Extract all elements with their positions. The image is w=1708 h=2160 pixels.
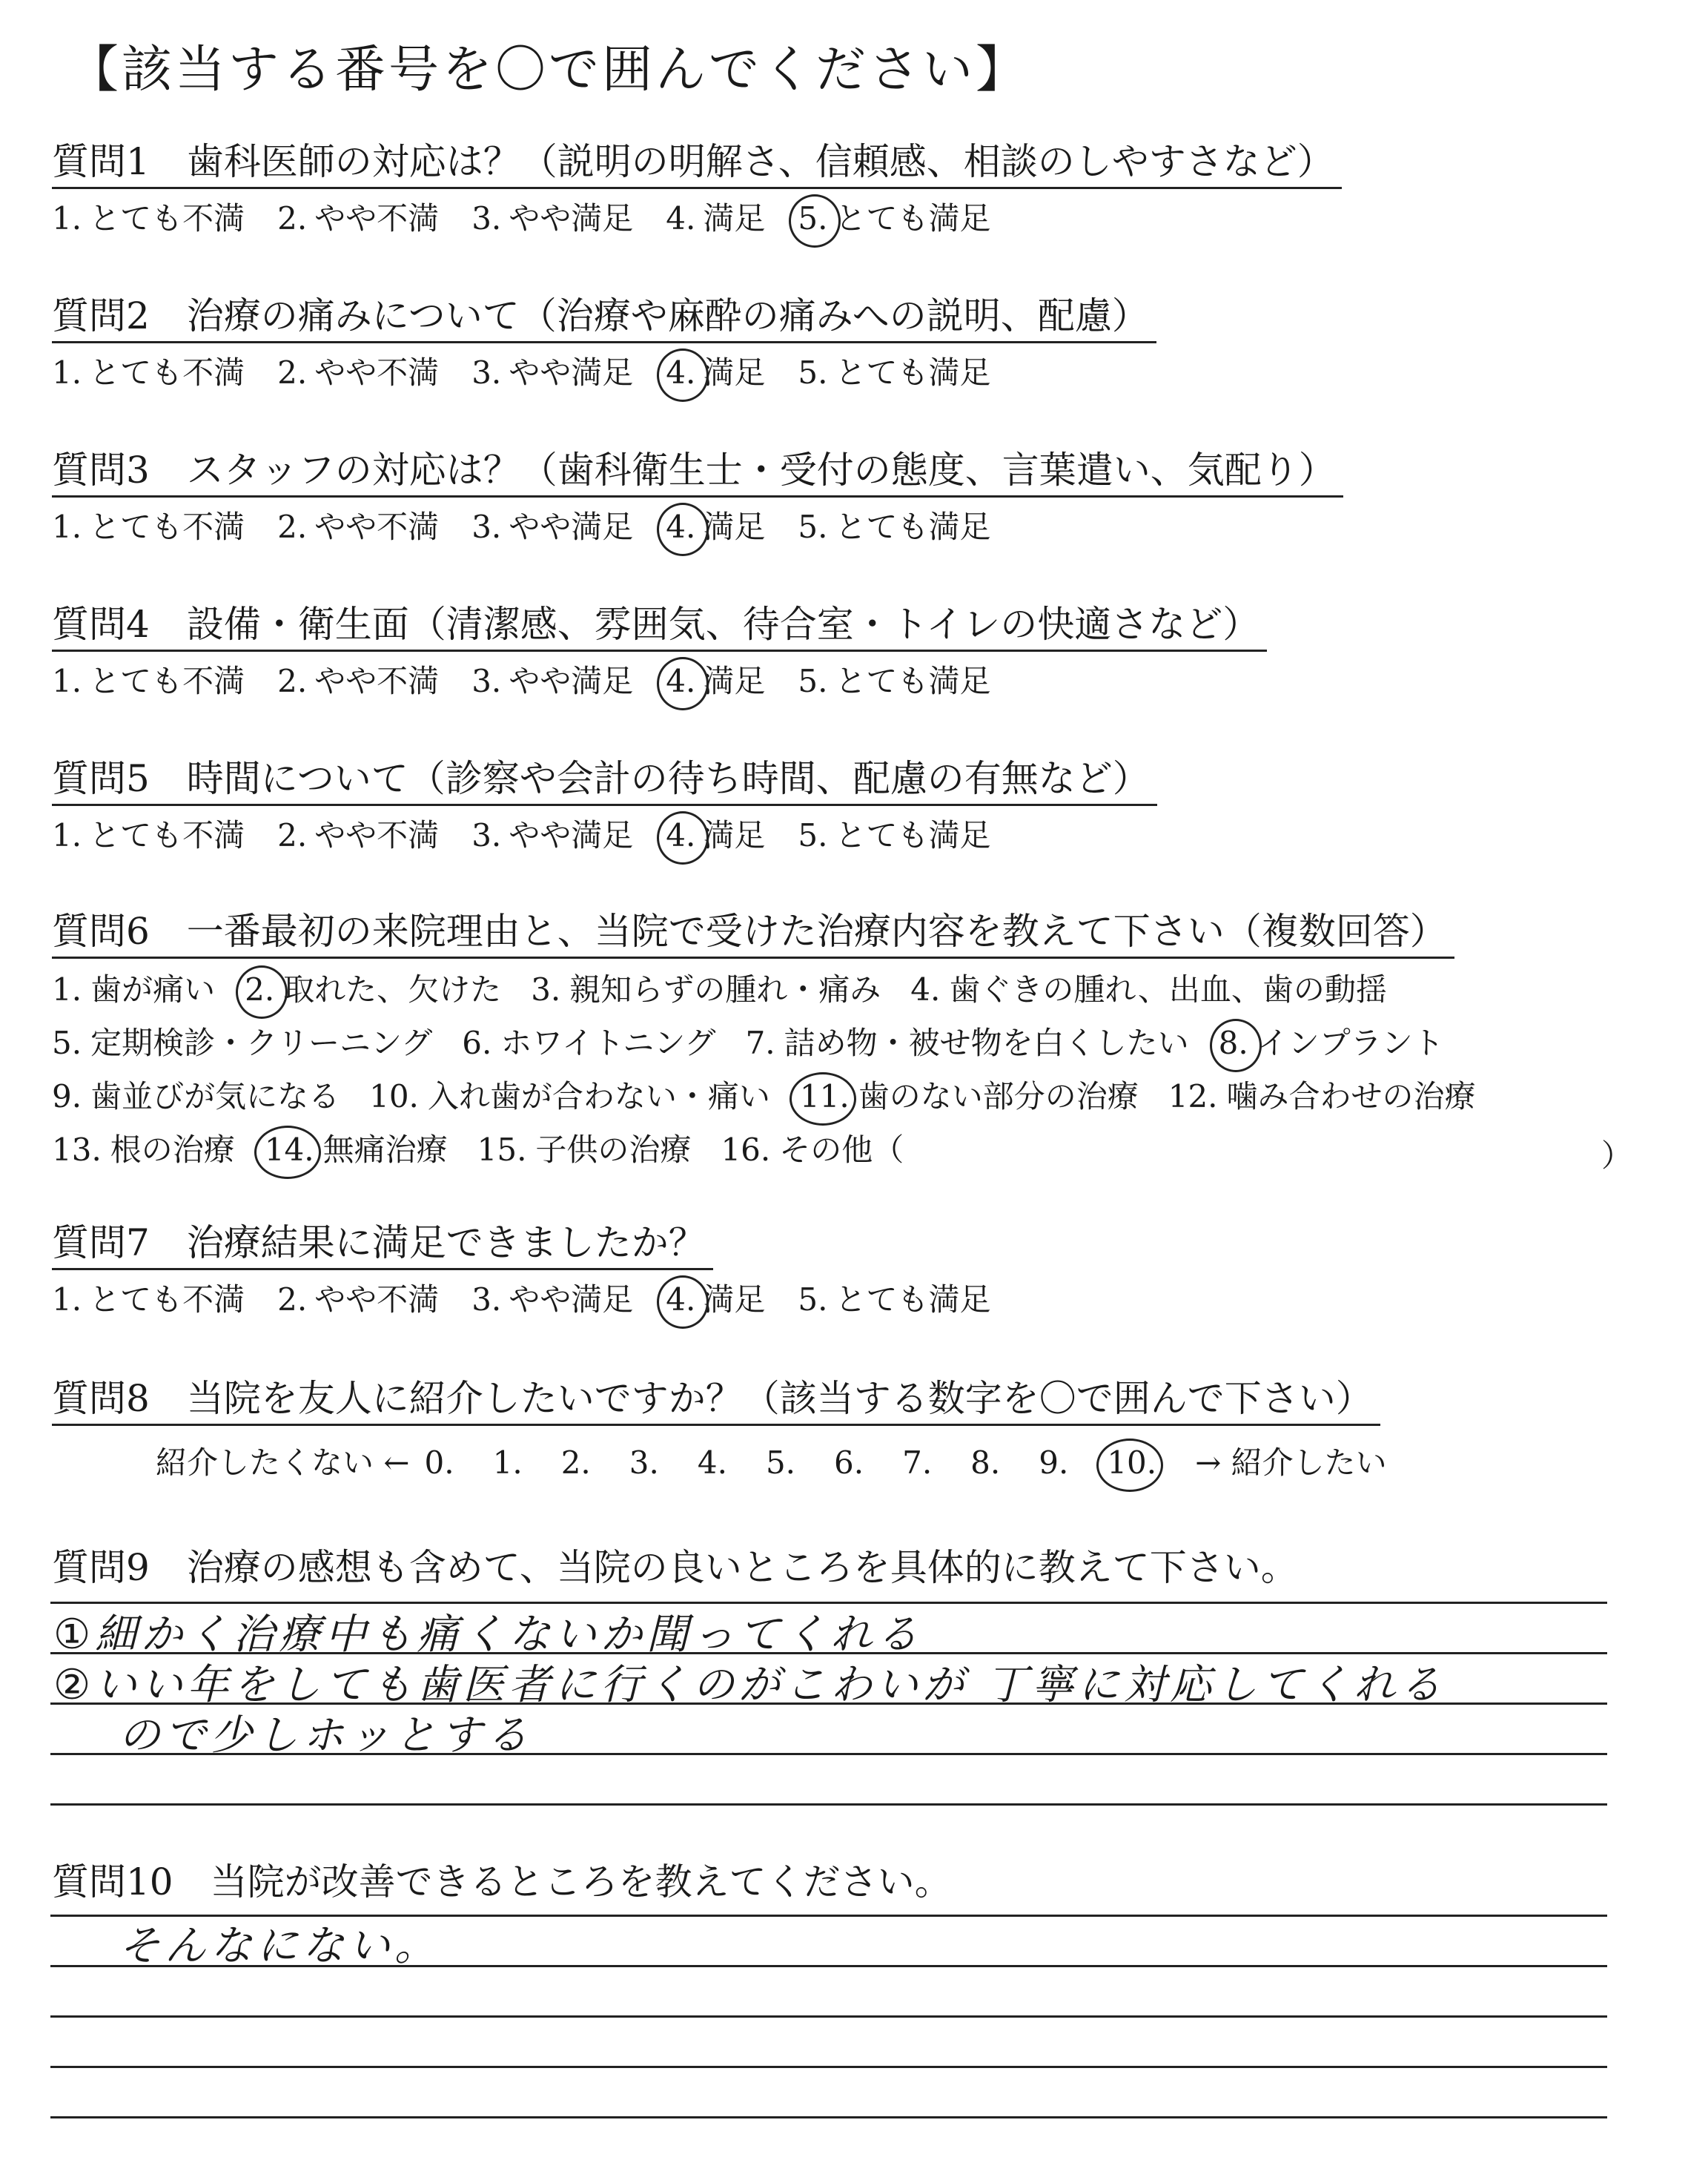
q9-handwritten-line-2: ②いい年をしても歯医者に行くのがこわいが 丁寧に対応してくれる [53, 1661, 1446, 1709]
option-label: とても満足 [835, 200, 991, 237]
option-number-circled: 2. [245, 971, 275, 1008]
scale-number[interactable] [970, 1444, 1000, 1481]
option-label: 入れ歯が合わない・痛い [427, 1078, 770, 1114]
option-number: 13. [52, 1132, 102, 1168]
option-label: とても不満 [89, 817, 245, 853]
option-number: 4. [910, 971, 941, 1008]
option-number-circled: 4. [666, 354, 696, 391]
option-label: 子供の治療 [535, 1132, 692, 1168]
option-item[interactable] [910, 971, 1387, 1008]
option-label: とても満足 [835, 509, 991, 545]
option-number: 5. [798, 1281, 828, 1318]
answer-line [50, 2066, 1607, 2068]
option-number-circled: 4. [666, 509, 696, 545]
option-item[interactable] [1219, 1025, 1444, 1062]
scale-number[interactable] [561, 1444, 591, 1481]
option-label: 取れた、欠けた [283, 971, 502, 1008]
option-label: とても満足 [835, 663, 991, 699]
option-label: 定期検診・クリーニング [90, 1025, 433, 1061]
option-item[interactable] [746, 1025, 1189, 1062]
option-item[interactable] [666, 1281, 765, 1318]
option-item[interactable] [52, 663, 245, 700]
scale-number-text: 8. [970, 1444, 1001, 1481]
option-number: 10. [369, 1078, 419, 1114]
scale-number[interactable] [698, 1444, 727, 1481]
option-label: やや不満 [314, 663, 440, 699]
question-2-options [52, 354, 1023, 392]
answer-line [50, 1803, 1607, 1806]
question-3-options [52, 509, 1023, 546]
option-number: 2. [277, 354, 308, 391]
option-number-circled: 11. [799, 1078, 850, 1114]
option-label: やや不満 [314, 817, 440, 853]
option-number: 3. [471, 509, 502, 545]
scale-left-label: 紹介したくない ← [156, 1444, 410, 1481]
scale-number-circled[interactable] [1107, 1444, 1156, 1481]
option-item[interactable] [800, 1078, 1139, 1115]
scale-right-label: → 紹介したい [1195, 1444, 1387, 1481]
option-item[interactable] [471, 354, 633, 392]
q10-handwritten-line-1: そんなにない。 [119, 1922, 440, 1970]
option-number-circled: 8. [1218, 1025, 1248, 1061]
question-2-heading: 質問2 治療の痛みについて（治療や麻酔の痛みへの説明、配慮） [52, 295, 1156, 343]
option-item[interactable] [666, 817, 765, 854]
option-number: 3. [471, 817, 502, 853]
option-item[interactable] [471, 200, 633, 237]
option-item[interactable] [798, 354, 990, 392]
option-number: 12. [1168, 1078, 1218, 1114]
option-number: 2. [277, 663, 308, 699]
option-number: 3. [471, 200, 502, 237]
option-number: 5. [798, 354, 828, 391]
option-item[interactable] [798, 200, 990, 237]
option-item[interactable] [52, 1281, 245, 1318]
option-number: 1. [52, 971, 82, 1008]
scale-number[interactable] [1039, 1444, 1068, 1481]
option-label: 根の治療 [110, 1132, 235, 1168]
option-item[interactable] [52, 354, 245, 392]
scale-number[interactable] [629, 1444, 659, 1481]
option-label: やや不満 [314, 509, 440, 545]
option-number: 2. [277, 1281, 308, 1318]
question-5-heading: 質問5 時間について（診察や会計の待ち時間、配慮の有無など） [52, 758, 1157, 806]
question-4-heading: 質問4 設備・衛生面（清潔感、雰囲気、待合室・トイレの快適さなど） [52, 604, 1267, 652]
option-item[interactable] [531, 971, 881, 1008]
option-label: 歯のない部分の治療 [858, 1078, 1139, 1114]
option-item[interactable] [52, 1132, 235, 1169]
option-label: とても不満 [89, 509, 245, 545]
option-item[interactable] [277, 663, 439, 700]
option-number: 1. [52, 509, 82, 545]
answer-line [50, 2015, 1607, 2018]
option-item[interactable] [666, 509, 765, 546]
option-item[interactable] [477, 1132, 692, 1169]
option-number: 2. [277, 509, 308, 545]
question-9-heading: 質問9 治療の感想も含めて、当院の良いところを具体的に教えて下さい。 [52, 1546, 1298, 1589]
scale-number[interactable] [834, 1444, 864, 1481]
scale-number[interactable] [766, 1444, 795, 1481]
option-item[interactable] [666, 354, 765, 392]
option-item[interactable] [1168, 1078, 1476, 1115]
option-number: 1. [52, 663, 82, 699]
option-item[interactable] [277, 200, 439, 237]
q9-handwritten-line-3: ので少しホッとする [119, 1711, 532, 1760]
question-8-heading: 質問8 当院を友人に紹介したいですか？（該当する数字を〇で囲んで下さい） [52, 1378, 1380, 1426]
option-number: 3. [471, 1281, 502, 1318]
page-title: 【該当する番号を〇で囲んでください】 [68, 41, 1030, 99]
option-number: 5. [798, 663, 828, 699]
question-6-row-4 [52, 1132, 933, 1169]
question-10-heading: 質問10 当院が改善できるところを教えてください。 [52, 1860, 952, 1903]
option-item[interactable] [471, 663, 633, 700]
option-item[interactable] [52, 1025, 432, 1062]
question-1-options [52, 200, 1023, 237]
option-item[interactable] [52, 971, 215, 1008]
option-item[interactable] [798, 1281, 990, 1318]
option-item[interactable] [52, 1078, 340, 1115]
question-5-options [52, 817, 1023, 854]
option-item[interactable] [798, 817, 990, 854]
option-label: とても不満 [89, 200, 245, 237]
option-number-circled: 4. [666, 663, 696, 699]
option-number: 3. [531, 971, 561, 1008]
option-number: 2. [277, 817, 308, 853]
option-number: 6. [462, 1025, 492, 1061]
option-number: 2. [277, 200, 308, 237]
option-label: やや満足 [509, 1281, 634, 1318]
option-label: 満足 [703, 1281, 766, 1318]
option-label: とても不満 [89, 1281, 245, 1318]
option-number: 5. [52, 1025, 82, 1061]
question-3-heading: 質問3 スタッフの対応は？（歯科衛生士・受付の態度、言葉遣い、気配り） [52, 449, 1343, 498]
option-label: やや不満 [314, 354, 440, 391]
question-6-row-2 [52, 1025, 1474, 1062]
option-number: 1. [52, 1281, 82, 1318]
option-item[interactable] [666, 663, 765, 700]
option-number-circled: 14. [264, 1132, 314, 1168]
option-label: インプラント [1257, 1025, 1444, 1061]
option-number: 15. [477, 1132, 527, 1168]
option-label: 親知らずの腫れ・痛み [569, 971, 881, 1008]
option-item[interactable] [52, 817, 245, 854]
scale-number-text: 1. [492, 1444, 523, 1481]
option-item[interactable] [277, 509, 439, 546]
option-label: やや満足 [509, 817, 634, 853]
option-label: とても満足 [835, 354, 991, 391]
option-number: 1. [52, 354, 82, 391]
scale-number-text: 2. [560, 1444, 591, 1481]
option-number: 3. [471, 354, 502, 391]
question-1-heading: 質問1 歯科医師の対応は？（説明の明解さ、信頼感、相談のしやすさなど） [52, 141, 1342, 189]
scale-number[interactable] [425, 1444, 454, 1481]
option-item[interactable] [798, 509, 990, 546]
option-label: 満足 [703, 509, 766, 545]
option-item[interactable] [721, 1132, 904, 1169]
scale-number-text: 6. [834, 1444, 864, 1481]
question-7-options [52, 1281, 1023, 1318]
option-item[interactable] [462, 1025, 715, 1062]
option-number: 1. [52, 817, 82, 853]
question-8-scale [156, 1439, 1387, 1483]
scale-number[interactable] [493, 1444, 523, 1481]
option-label: 詰め物・被せ物を白くしたい [784, 1025, 1189, 1061]
question-6-close-paren: ） [1601, 1137, 1633, 1174]
option-label: やや満足 [509, 354, 634, 391]
option-number-circled: 5. [798, 200, 828, 237]
scale-number-text: 10. [1107, 1444, 1157, 1481]
option-label: 満足 [703, 354, 766, 391]
scale-number-text: 3. [629, 1444, 659, 1481]
option-item[interactable] [277, 817, 439, 854]
option-label: やや満足 [509, 663, 634, 699]
option-label: とても満足 [835, 817, 991, 853]
scale-number-text: 9. [1039, 1444, 1069, 1481]
option-label: 満足 [703, 200, 766, 237]
option-item[interactable] [277, 1281, 439, 1318]
option-label: 歯が痛い [90, 971, 216, 1008]
question-6-row-1 [52, 971, 1417, 1008]
option-item[interactable] [471, 509, 633, 546]
option-label: やや満足 [509, 200, 634, 237]
option-label: 歯並びが気になる [90, 1078, 340, 1114]
q9-handwritten-line-1: ①細かく治療中も痛くないか聞ってくれる [53, 1611, 923, 1659]
scale-number-text: 4. [697, 1444, 727, 1481]
option-label: やや満足 [509, 509, 634, 545]
option-label: 満足 [703, 663, 766, 699]
option-label: とても不満 [89, 354, 245, 391]
question-4-options [52, 663, 1023, 700]
option-number: 4. [666, 200, 696, 237]
option-label: 歯ぐきの腫れ、出血、歯の動揺 [949, 971, 1387, 1008]
option-label: 満足 [703, 817, 766, 853]
option-item[interactable] [471, 1281, 633, 1318]
option-item[interactable] [277, 354, 439, 392]
option-label: とても不満 [89, 663, 245, 699]
option-item[interactable] [52, 509, 245, 546]
option-label: その他（ [779, 1132, 904, 1168]
option-item[interactable] [798, 663, 990, 700]
option-number-circled: 4. [666, 1281, 696, 1318]
question-7-heading: 質問7 治療結果に満足できましたか？ [52, 1222, 713, 1270]
scale-number-text: 0. [424, 1444, 454, 1481]
option-number: 16. [721, 1132, 771, 1168]
option-number: 5. [798, 817, 828, 853]
scale-number-text: 7. [902, 1444, 933, 1481]
option-item[interactable] [471, 817, 633, 854]
option-number: 5. [798, 509, 828, 545]
option-label: ホワイトニング [500, 1025, 716, 1061]
option-number: 3. [471, 663, 502, 699]
scale-number[interactable] [902, 1444, 932, 1481]
option-label: とても満足 [835, 1281, 991, 1318]
option-label: やや不満 [314, 1281, 440, 1318]
option-item[interactable] [265, 1132, 448, 1169]
option-item[interactable] [52, 200, 245, 237]
option-label: 無痛治療 [322, 1132, 448, 1168]
option-label: やや不満 [314, 200, 440, 237]
question-6-heading: 質問6 一番最初の来院理由と、当院で受けた治療内容を教えて下さい（複数回答） [52, 911, 1454, 959]
option-label: 噛み合わせの治療 [1226, 1078, 1476, 1114]
answer-line [50, 2116, 1607, 2118]
option-number: 1. [52, 200, 82, 237]
option-item[interactable] [369, 1078, 770, 1115]
option-number: 9. [52, 1078, 82, 1114]
option-number-circled: 4. [666, 817, 696, 853]
option-item[interactable] [245, 971, 501, 1008]
option-number: 7. [745, 1025, 775, 1061]
option-item[interactable] [666, 200, 765, 237]
question-6-row-3 [52, 1078, 1506, 1115]
scale-number-text: 5. [765, 1444, 796, 1481]
